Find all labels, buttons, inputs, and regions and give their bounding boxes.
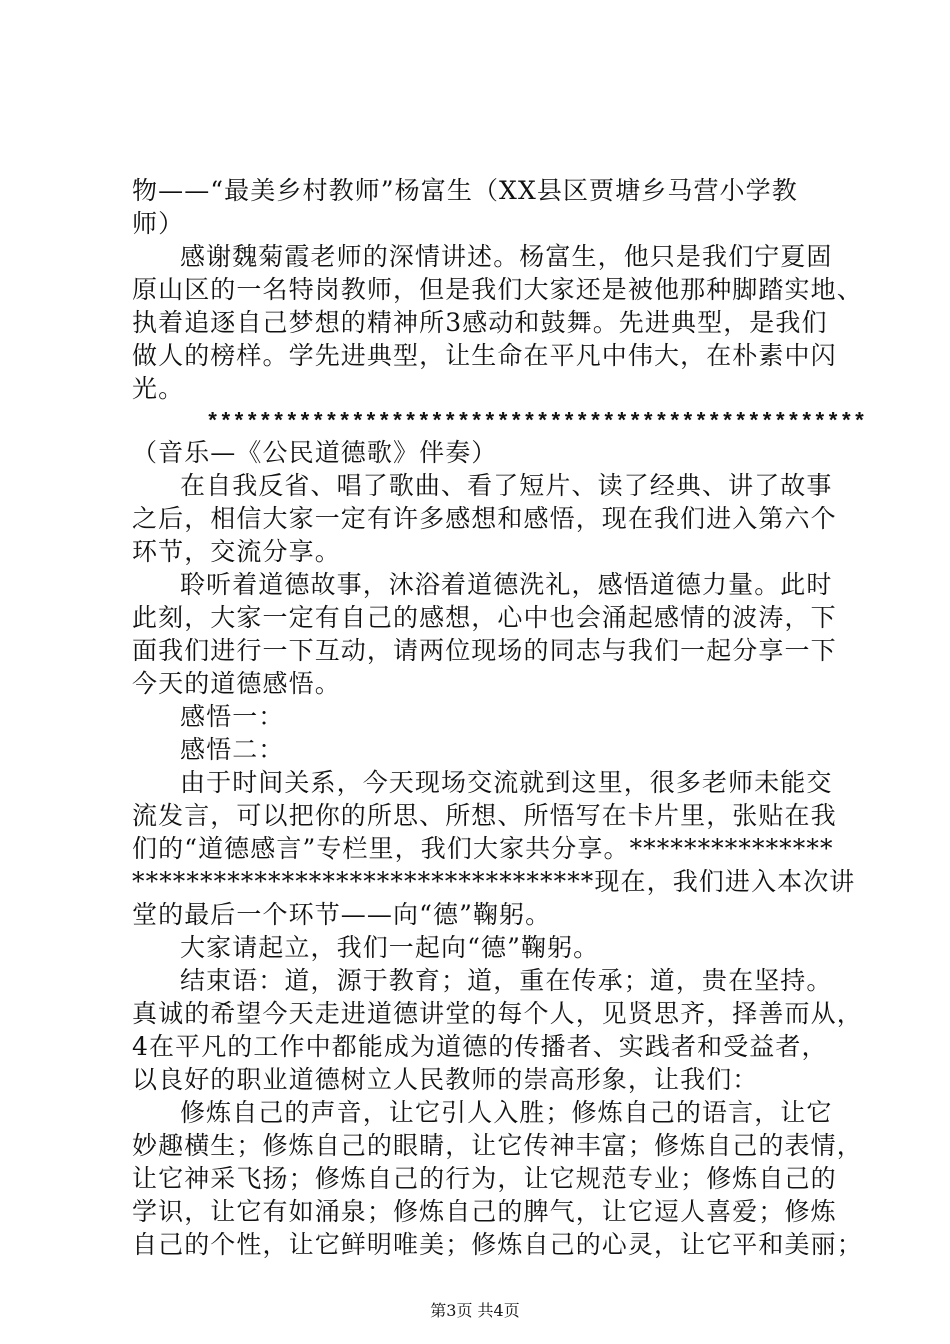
text-line: 环节，交流分享。 — [132, 537, 341, 566]
text-line: 感悟二： — [180, 735, 285, 764]
text-line: 真诚的希望今天走进道德讲堂的每个人，见贤思齐，择善而从， — [132, 999, 863, 1028]
text-line: 由于时间关系，今天现场交流就到这里，很多老师未能交 — [180, 768, 833, 797]
text-line: 学识，让它有如涌泉；修炼自己的脾气，让它逗人喜爱；修炼 — [132, 1197, 837, 1226]
text-line: 师） — [132, 209, 185, 238]
page-number-footer: 第3页 共4页 — [430, 1301, 520, 1320]
text-line: 结束语：道，源于教育；道，重在传承；道，贵在坚持。 — [180, 966, 833, 995]
text-line: 执着追逐自己梦想的精神所3感动和鼓舞。先进典型，是我们 — [132, 308, 828, 337]
text-line: 此刻，大家一定有自己的感想，心中也会涌起感情的波涛，下 — [132, 603, 837, 632]
text-line: 让它神采飞扬；修炼自己的行为，让它规范专业；修炼自己的 — [132, 1164, 837, 1193]
text-line: 们的“道德感言”专栏里，我们大家共分享。*************** — [132, 834, 834, 863]
text-line: 4在平凡的工作中都能成为道德的传播者、实践者和受益者， — [132, 1032, 828, 1061]
separator-stars: ************************************************** — [206, 410, 867, 435]
text-line: 今天的道德感悟。 — [132, 669, 341, 698]
text-line: **********************************现在，我们进入本次讲 — [132, 867, 856, 896]
text-line: 面我们进行一下互动，请两位现场的同志与我们一起分享一下 — [132, 636, 837, 665]
text-line: 聆听着道德故事，沐浴着道德洗礼，感悟道德力量。此时 — [180, 570, 833, 599]
text-line: 原山区的一名特岗教师，但是我们大家还是被他那种脚踏实地、 — [132, 275, 863, 304]
text-line: 流发言，可以把你的所思、所想、所悟写在卡片里，张贴在我 — [132, 801, 837, 830]
text-line: 在自我反省、唱了歌曲、看了短片、读了经典、讲了故事 — [180, 471, 833, 500]
text-line: 光。 — [132, 374, 185, 403]
text-line: 妙趣横生；修炼自己的眼睛，让它传神丰富；修炼自己的表情， — [132, 1131, 863, 1160]
text-line: 做人的榜样。学先进典型，让生命在平凡中伟大，在朴素中闪 — [132, 341, 837, 370]
text-line: （音乐—《公民道德歌》伴奏） — [132, 438, 498, 467]
text-line: 大家请起立，我们一起向“德”鞠躬。 — [180, 933, 600, 962]
text-line: 感谢魏菊霞老师的深情讲述。杨富生，他只是我们宁夏固 — [180, 242, 833, 271]
text-line: 之后，相信大家一定有许多感想和感悟，现在我们进入第六个 — [132, 504, 837, 533]
text-line: 物——“最美乡村教师”杨富生（XX县区贾塘乡马营小学教 — [132, 176, 798, 205]
text-line: 以良好的职业道德树立人民教师的崇高形象，让我们： — [132, 1065, 759, 1094]
text-line: 感悟一： — [180, 702, 285, 731]
text-line: 自己的个性，让它鲜明唯美；修炼自己的心灵，让它平和美丽； — [132, 1230, 863, 1259]
text-line: 堂的最后一个环节——向“德”鞠躬。 — [132, 900, 552, 929]
text-line: 修炼自己的声音，让它引人入胜；修炼自己的语言，让它 — [180, 1098, 833, 1127]
